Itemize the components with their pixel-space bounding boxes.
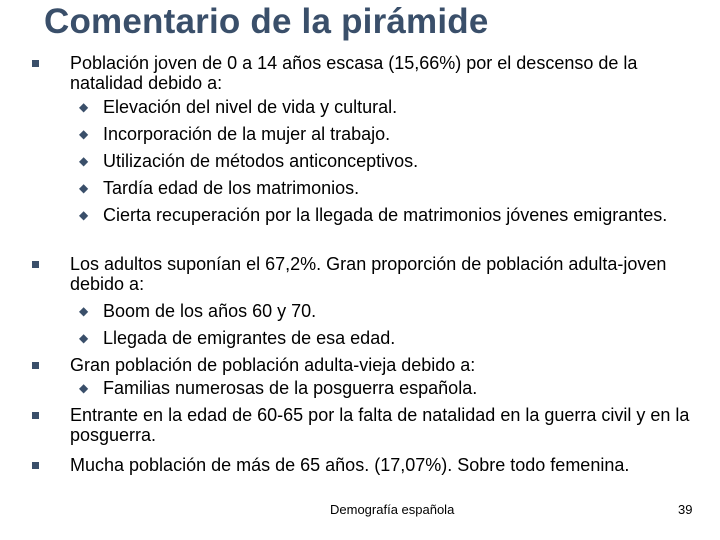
sub-bullet-item — [79, 151, 683, 171]
bullet-item — [70, 405, 700, 445]
sub-bullet-text: Incorporación de la mujer al trabajo. — [103, 124, 391, 144]
bullet-item — [70, 355, 700, 375]
diamond-bullet-icon: ◆ — [79, 154, 89, 168]
sub-bullet-item — [79, 301, 683, 321]
bullet-item — [70, 455, 700, 475]
sub-bullet-text: Elevación del nivel de vida y cultural. — [103, 97, 398, 117]
sub-bullet-text: Familias numerosas de la posguerra española. — [103, 378, 478, 398]
bullet-text: Los adultos suponían el 67,2%. Gran proporción de población adulta-joven debido a: — [70, 254, 667, 294]
diamond-bullet-icon: ◆ — [79, 304, 89, 318]
square-bullet-icon — [32, 412, 39, 419]
square-bullet-icon — [32, 462, 39, 469]
bullet-text: Entrante en la edad de 60-65 por la falta de natalidad en la guerra civil y en la posguerra. — [70, 405, 690, 445]
sub-bullet-text: Boom de los años 60 y 70. — [103, 301, 317, 321]
sub-bullet-item — [79, 205, 683, 225]
sub-bullet-text: Cierta recuperación por la llegada de matrimonios jóvenes emigrantes. — [103, 205, 668, 225]
bullet-text: Gran población de población adulta-vieja debido a: — [70, 355, 476, 375]
sub-bullet-text: Tardía edad de los matrimonios. — [103, 178, 360, 198]
sub-bullet-item — [79, 178, 683, 198]
sub-bullet-item — [79, 124, 683, 144]
sub-bullet-item — [79, 328, 683, 348]
square-bullet-icon — [32, 362, 39, 369]
diamond-bullet-icon: ◆ — [79, 208, 89, 222]
square-bullet-icon — [32, 261, 39, 268]
sub-bullet-text: Utilización de métodos anticonceptivos. — [103, 151, 419, 171]
bullet-text: Mucha población de más de 65 años. (17,07%). Sobre todo femenina. — [70, 455, 630, 475]
slide-title: Comentario de la pirámide — [44, 2, 489, 41]
sub-bullet-item — [79, 97, 683, 117]
diamond-bullet-icon: ◆ — [79, 381, 89, 395]
diamond-bullet-icon: ◆ — [79, 331, 89, 345]
bullet-item — [70, 254, 700, 294]
sub-bullet-item — [79, 378, 683, 398]
square-bullet-icon — [32, 60, 39, 67]
diamond-bullet-icon: ◆ — [79, 100, 89, 114]
diamond-bullet-icon: ◆ — [79, 127, 89, 141]
footer-text: Demografía española — [330, 502, 455, 517]
diamond-bullet-icon: ◆ — [79, 181, 89, 195]
sub-bullet-text: Llegada de emigrantes de esa edad. — [103, 328, 396, 348]
bullet-item — [70, 53, 700, 93]
page-number: 39 — [678, 502, 693, 517]
bullet-text: Población joven de 0 a 14 años escasa (15,66%) por el descenso de la natalidad debido a: — [70, 53, 638, 93]
